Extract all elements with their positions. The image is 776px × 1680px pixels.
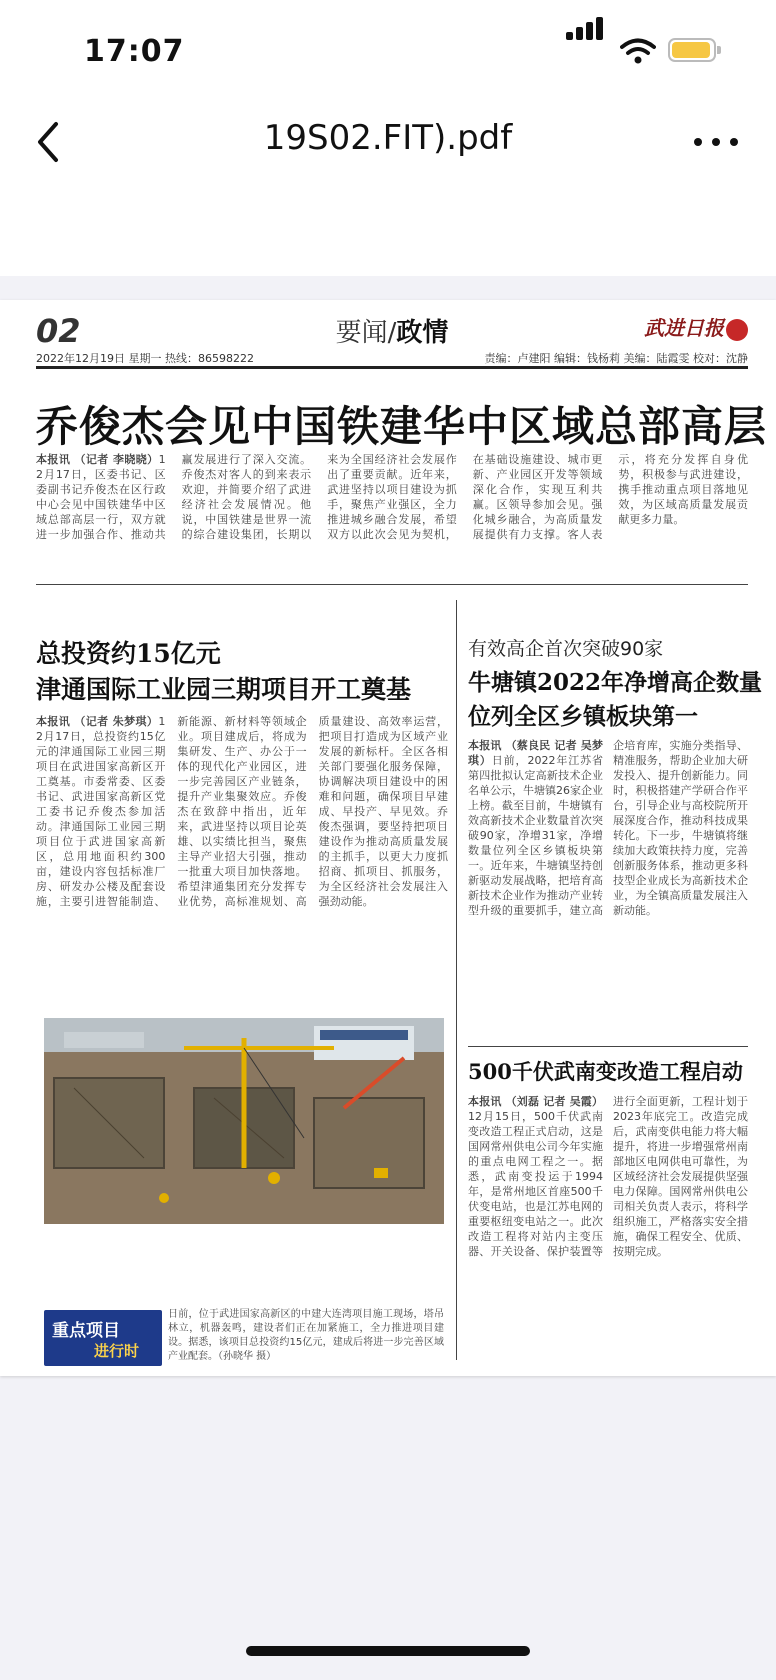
section-title-b: 政情 <box>396 318 449 348</box>
article2-headline-line1: 总投资约15亿元 <box>36 639 221 668</box>
photo-caption <box>168 1308 444 1364</box>
article1-body <box>36 452 748 576</box>
article4-headline: 500千伏武南变改造工程启动 <box>468 1059 743 1084</box>
divider-horizontal <box>36 584 748 585</box>
article2-byline: 本报讯 （记者 朱梦琪） <box>36 715 159 728</box>
article3-headline-line1: 牛塘镇2022年净增高企数量 <box>468 669 763 696</box>
photo-caption-text: 日前，位于武进国家高新区的中建大连湾项目施工现场，塔吊林立，机器轰鸣，建设者们正在加紧施工，全力推进项目建设。据悉，该项目总投资约15亿元，建成后将进一步完善区域产业配套。（孙晓华 摄） <box>168 1309 444 1362</box>
status-bar <box>0 0 776 100</box>
construction-photo-image <box>44 1018 444 1224</box>
editors-line: 责编：卢建阳 编辑：钱杨莉 美编：陆霞雯 校对：沈静 <box>484 352 748 365</box>
article1-headline: 乔俊杰会见中国铁建华中区域总部高层 <box>36 402 768 451</box>
article4-text: 12月15日，500千伏武南变改造工程正式启动，这是国网常州供电公司今年实施的重点电网工程之一。据悉，武南变投运于1994年，是常州地区首座500千伏变电站，也是江苏电网的重要枢纽变电站之一。此次改造工程将对站内主变压器、开关设备、保护装置等进行全面更新，工程计划于2023年底完工。改造完成后，武南变供电能力将大幅提升，将进一步增强常州南部地区电网供电可靠性，为区域经济社会发展提供坚强电力保障。国网常州供电公司相关负责人表示，将科学组织施工，严格落实安全措施，确保工程安全、优质、按期完成。 <box>468 1095 748 1258</box>
newspaper-logo <box>644 312 748 341</box>
logo-text: 武进日报 <box>644 316 724 340</box>
article1-byline: 本报讯 （记者 李晓晓） <box>36 453 159 466</box>
section-title-a: 要闻/ <box>335 318 397 348</box>
battery-icon <box>668 38 716 62</box>
page-header <box>36 300 748 364</box>
home-indicator[interactable] <box>246 1646 530 1656</box>
key-project-badge <box>44 1310 162 1366</box>
page-number: 02 <box>36 312 81 350</box>
article3-text: 日前，2022年江苏省第四批拟认定高新技术企业名单公示，牛塘镇26家企业上榜。截至目前，牛塘镇有效高新技术企业数量首次突破90家，净增31家，净增数量位列全区乡镇板块第一。近年来，牛塘镇坚持创新驱动发展战略，把培育高新技术企业作为推动产业转型升级的重要抓手，建立高企培育库，实施分类指导、精准服务，帮助企业加大研发投入、提升创新能力。同时，积极搭建产学研合作平台，引导企业与高校院所开展深度合作，推动科技成果转化。下一步，牛塘镇将继续加大政策扶持力度，完善创新服务体系，推动更多科技型企业成长为高新技术企业，为全镇高质量发展注入新动能。 <box>468 739 748 917</box>
more-options-icon[interactable] <box>694 132 740 152</box>
date-line: 2022年12月19日 星期一 热线：86598222 <box>36 352 254 365</box>
article3-body <box>468 738 748 1038</box>
pdf-page[interactable] <box>0 300 776 1376</box>
divider-vertical <box>456 600 457 1360</box>
header-rule <box>36 366 748 369</box>
article3-byline: 本报讯 （蔡良民 记者 吴梦琪） <box>468 739 603 767</box>
navigation-bar <box>0 100 776 276</box>
construction-site-photo <box>44 1018 444 1224</box>
wifi-icon <box>620 38 656 64</box>
article4-byline: 本报讯 （刘磊 记者 吴霞） <box>468 1095 603 1108</box>
status-time: 17:07 <box>84 34 185 69</box>
section-title <box>36 312 748 349</box>
article1-text: 12月17日，区委书记、区委副书记乔俊杰在区行政中心会见中国铁建华中区域总部高层一行，双方就进一步加强合作、推动共赢发展进行了深入交流。乔俊杰对客人的到来表示欢迎，并简要介绍了武进经济社会发展情况。他说，中国铁建是世界一流的综合建设集团，长期以来为全国经济社会发展作出了重要贡献。近年来，武进坚持以项目建设为抓手，聚焦产业强区，全力推进城乡融合发展，希望双方以此次会见为契机，在基础设施建设、城市更新、产业园区开发等领域深化合作，实现互利共赢。区领导参加会见。强化城乡融合，为高质量发展提供有力支撑。客人表示，将充分发挥自身优势，积极参与武进建设，携手推动重点项目落地见效，为区域高质量发展贡献更多力量。 <box>36 453 748 541</box>
badge-line1: 重点项目 <box>52 1321 120 1341</box>
article3-kicker: 有效高企首次突破90家 <box>468 638 664 660</box>
document-title: 19S02.FIT).pdf <box>263 118 513 158</box>
article3-headline-line2: 位列全区乡镇板块第一 <box>468 703 698 730</box>
divider-horizontal <box>468 1046 748 1047</box>
badge-line2: 进行时 <box>94 1342 140 1360</box>
article2-body <box>36 714 448 1010</box>
article2-headline-line2: 津通国际工业园三期项目开工奠基 <box>36 675 412 704</box>
article2-text: 12月17日，总投资约15亿元的津通国际工业园三期项目在武进国家高新区开工奠基。市委常委、区委书记、武进国家高新区党工委书记乔俊杰参加活动。津通国际工业园三期项目位于武进国家高新区，总用地面积约300亩，建设内容包括标准厂房、研发办公楼及配套设施，主要引进智能制造、新能源、新材料等领域企业。项目建成后，将成为集研发、生产、办公于一体的现代化产业园区，进一步完善园区产业链条，提升产业集聚效应。乔俊杰在致辞中指出，近年来，武进坚持以项目论英雄、以实绩比担当，聚焦主导产业招大引强，推动一批重大项目加快落地。希望津通集团充分发挥专业优势，高标准规划、高质量建设、高效率运营，把项目打造成为区域产业发展的新标杆。全区各相关部门要强化服务保障，协调解决项目建设中的困难和问题，确保项目早建成、早投产、早见效。乔俊杰强调，要坚持把项目建设作为推动高质量发展的主抓手，以更大力度抓招商、抓项目、抓服务，为全区经济社会发展注入强劲动能。 <box>36 715 448 908</box>
article4-body <box>468 1094 748 1366</box>
logo-mark-icon <box>726 319 748 341</box>
